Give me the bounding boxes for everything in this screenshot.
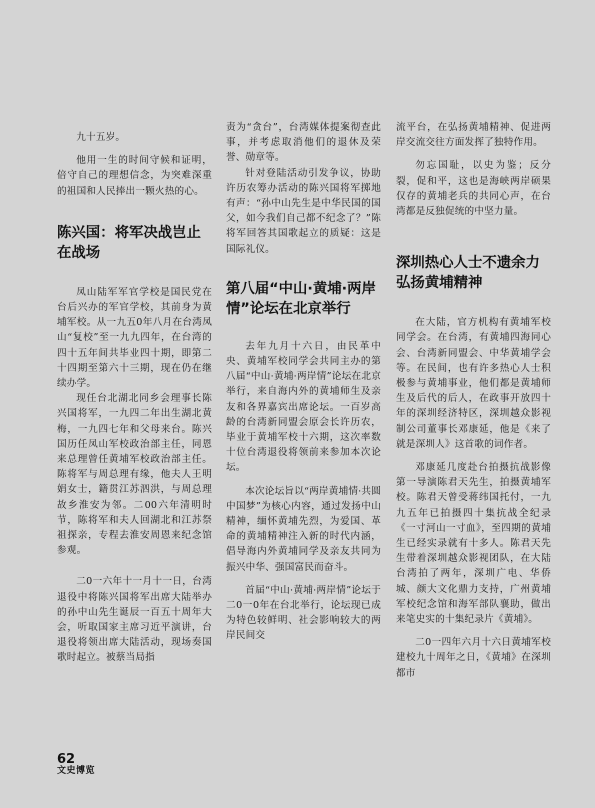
body-paragraph: 首届“中山·黄埔·两岸情”论坛于二0一0年在台北举行，论坛现已成为特色较鲜明、社会影响较大的两岸民间交: [226, 584, 381, 642]
body-paragraph: 去年九月十六日，由民革中央、黄埔军校同学会共同主办的第八届“中山·黄埔·两岸情”论坛在北京举行，来自海内外的黄埔师生及亲友和各界嘉宾出席论坛。一百岁高龄的台湾新同盟会原会长许历农，毕业于黄埔军校十六期，这次率数十位台湾退役将领前来参加本次论坛。: [226, 340, 381, 474]
body-paragraph: 二0一六年十一月十一日，台湾退役中将陈兴国将军出席大陆举办的孙中山先生诞辰一百五十周年大会，听取国家主席习近平演讲，台退役将领出席大陆活动，现场奏国歌时起立。被蔡当局指: [57, 576, 212, 664]
body-paragraph: 邓康延几度赴台拍摄抗战影像第一导演陈君天先生，拍摄黄埔军校。陈君天曾受蒋纬国托付，一九九五年已拍摄四十集抗战全纪录《一寸河山一寸血》，至四期的黄埔生已经实录就有十多人。陈君天先生带着深圳越众影视团队，在大陆台湾拍了两年，深圳广电、华侨城、颜大文化鼎力支持，广州黄埔军校纪念馆和海军部队襄助，做出来笔史实的十集纪录片《黄埔》。: [396, 462, 551, 626]
magazine-logo: 文史博览: [57, 766, 96, 776]
article-column-1: [57, 130, 212, 666]
section-heading: 陈兴国：将军决战岂止在战场: [57, 224, 201, 261]
body-paragraph: 现任台北湖北同乡会理事长陈兴国将军，一九四二年出生湖北黄梅，一九四七年和父母来台。陈兴国历任凤山军校政治部主任，同恩来总理曾任黄埔军校政治部主任。陈将军与周总理有缘，他夫人王明娟女士，籍贯江苏泗洪，与周总理故乡淮安为邻。二00六年清明时节，陈将军和夫人回湖北和江苏祭祖探亲，专程去淮安周恩来纪念馆参观。: [57, 393, 212, 557]
page-number: 62: [57, 752, 76, 767]
body-paragraph: 针对登陆活动引发争议，协助许历农筹办活动的陈兴国将军掷地有声：“孙中山先生是中华民国的国父，如今我们自己都不纪念了？”陈将军回答其国歌起立的质疑：这是国际礼仪。: [226, 167, 381, 255]
body-paragraph: 他用一生的时间守候和证明，倍守自己的理想信念，为突难深重的祖国和人民捧出一颗火热的心。: [57, 155, 212, 197]
section-heading: 深圳热心人士不遗余力弘扬黄埔精神: [396, 255, 540, 292]
body-paragraph: 本次论坛旨以“两岸黄埔情·共圆中国梦”为核心内容，通过发扬中山精神，缅怀黄埔先烈，为爱国、革命的黄埔精神注入新的时代内涵，倡导海内外黄埔同学及亲友共同为振兴中华、强国富民而奋斗。: [226, 485, 381, 573]
body-paragraph: 在大陆，官方机构有黄埔军校同学会。在台湾，有黄埔四海同心会、台湾新同盟会、中华黄埔学会等。在民间，也有许多热心人士积极参与黄埔事业，他们都是黄埔师生及后代的后人，在政事开放四十年的深圳经济特区，深圳越众影视制公司董事长邓康延，他是《来了就是深圳人》这首歌的词作者。: [396, 317, 551, 450]
section-heading: 第八届“中山·黄埔·两岸情”论坛在北京举行: [226, 280, 376, 317]
article-column-3: [396, 120, 551, 681]
article-column-2: [226, 120, 381, 644]
body-paragraph: 九十五岁。: [76, 132, 126, 143]
body-paragraph: 二0一四年六月十六日黄埔军校建校九十周年之日，《黄埔》在深圳都市: [396, 637, 551, 679]
page-footer: [57, 753, 95, 777]
body-paragraph: 责为“贪台”，台湾媒体提案彻查此事，并考虑取消他们的退休及荣誉、勋章等。: [226, 122, 381, 164]
body-paragraph: 凤山陆军军官学校是国民党在台后兴办的军官学校，其前身为黄埔军校。从一九五0年八月在台湾凤山“复校”至一九九四年，在台湾的四十五年间共毕业四十期，即第二十四期至第六十三期，现在仍在继续办学。: [57, 286, 212, 390]
body-paragraph: 勿忘国耻，以史为鉴；反分裂，促和平，这也是海峡两岸硕果仅存的黄埔老兵的共同心声，在台湾都是反独促统的中坚力量。: [396, 160, 551, 218]
body-paragraph: 流平台，在弘扬黄埔精神、促进两岸交流交往方面发挥了独特作用。: [396, 122, 551, 149]
